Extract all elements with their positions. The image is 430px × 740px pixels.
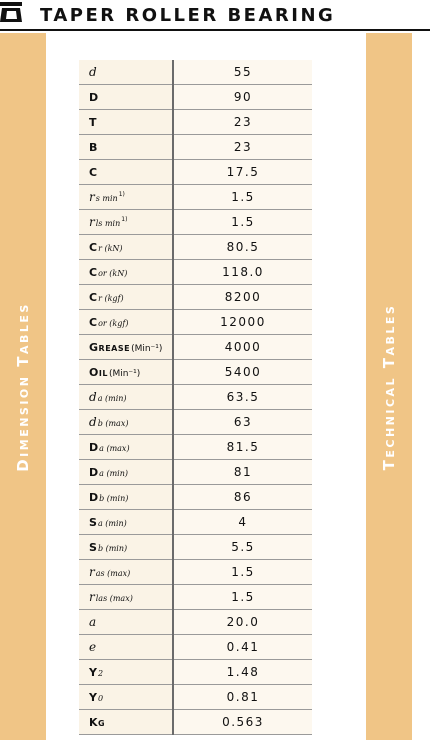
parameter-value: 63.5 <box>173 385 312 410</box>
parameter-label <box>79 60 173 85</box>
parameter-value: 5400 <box>173 360 312 385</box>
table-row <box>79 435 312 460</box>
parameter-subscript: las (max) <box>95 594 133 603</box>
parameter-label <box>79 510 173 535</box>
parameter-value: 86 <box>173 485 312 510</box>
parameter-label <box>79 535 173 560</box>
parameter-label <box>79 135 173 160</box>
parameter-subscript: 0 <box>97 693 104 703</box>
parameter-value: 90 <box>173 85 312 110</box>
parameter-label <box>79 210 173 235</box>
parameter-value: 17.5 <box>173 160 312 185</box>
parameter-symbol: Y <box>89 665 97 679</box>
parameter-value: 118.0 <box>173 260 312 285</box>
parameter-value: 1.5 <box>173 185 312 210</box>
parameter-label <box>79 310 173 335</box>
table-row <box>79 260 312 285</box>
parameter-value: 55 <box>173 60 312 85</box>
parameter-value: 23 <box>173 135 312 160</box>
table-row <box>79 135 312 160</box>
table-row <box>79 310 312 335</box>
bearing-logo-icon <box>0 0 24 26</box>
parameter-subscript: a (min) <box>97 394 127 403</box>
parameter-label <box>79 260 173 285</box>
parameter-value: 1.5 <box>173 210 312 235</box>
parameter-symbol: D <box>89 490 99 504</box>
table-row <box>79 285 312 310</box>
table-row <box>79 210 312 235</box>
parameter-label <box>79 585 173 610</box>
parameter-symbol: C <box>89 265 98 279</box>
parameter-symbol: Kg <box>89 715 106 729</box>
parameter-subscript: a (min) <box>99 468 128 478</box>
table-row <box>79 60 312 85</box>
parameter-symbol: C <box>89 240 98 254</box>
parameter-value: 0.563 <box>173 710 312 735</box>
parameter-value: 81 <box>173 460 312 485</box>
parameter-label <box>79 485 173 510</box>
parameter-label <box>79 710 173 735</box>
parameter-symbol: D <box>89 90 99 104</box>
parameter-label <box>79 560 173 585</box>
side-tab-technical-tables[interactable] <box>366 33 412 740</box>
table-row <box>79 710 312 735</box>
table-row <box>79 235 312 260</box>
page-header <box>0 0 430 32</box>
table-row <box>79 635 312 660</box>
parameter-subscript: or (kN) <box>98 268 128 278</box>
parameter-symbol: S <box>89 540 97 554</box>
side-tab-dimension-tables[interactable] <box>0 33 46 740</box>
parameter-symbol: d <box>89 390 97 404</box>
table-row <box>79 685 312 710</box>
parameter-label <box>79 185 173 210</box>
parameter-symbol: Oil <box>89 365 108 379</box>
table-row <box>79 460 312 485</box>
parameter-label <box>79 335 173 360</box>
parameter-symbol: Y <box>89 690 97 704</box>
parameter-footnote: 1) <box>118 191 125 199</box>
parameter-value: 4000 <box>173 335 312 360</box>
parameter-symbol: Grease <box>89 340 131 354</box>
table-row <box>79 385 312 410</box>
parameter-subscript: b (min) <box>99 493 129 503</box>
parameter-symbol: C <box>89 290 98 304</box>
parameter-label <box>79 435 173 460</box>
table-row <box>79 535 312 560</box>
parameter-value: 1.5 <box>173 585 312 610</box>
parameter-symbol: T <box>89 115 97 129</box>
parameter-label <box>79 235 173 260</box>
page-title: TAPER ROLLER BEARING <box>40 5 336 26</box>
parameter-footnote: 1) <box>121 216 128 224</box>
table-row <box>79 335 312 360</box>
parameter-label <box>79 410 173 435</box>
parameter-subscript: ls min <box>95 219 121 228</box>
parameter-label <box>79 660 173 685</box>
parameter-value: 23 <box>173 110 312 135</box>
parameter-value: 8200 <box>173 285 312 310</box>
parameter-value: 1.5 <box>173 560 312 585</box>
parameter-symbol: C <box>89 315 98 329</box>
parameter-subscript: or (kgf) <box>98 318 129 328</box>
parameter-label <box>79 685 173 710</box>
header-divider <box>0 29 430 31</box>
table-row <box>79 560 312 585</box>
parameter-symbol: D <box>89 465 99 479</box>
table-row <box>79 510 312 535</box>
parameter-label <box>79 85 173 110</box>
table-row <box>79 485 312 510</box>
parameter-label <box>79 160 173 185</box>
parameter-subscript: b (min) <box>97 543 128 553</box>
parameter-symbol: C <box>89 165 98 179</box>
table-row <box>79 610 312 635</box>
parameter-label <box>79 385 173 410</box>
parameter-value: 12000 <box>173 310 312 335</box>
table-row <box>79 160 312 185</box>
parameter-symbol: d <box>89 65 97 79</box>
table-row <box>79 410 312 435</box>
spec-table-body <box>79 60 312 735</box>
table-row <box>79 110 312 135</box>
parameter-label <box>79 635 173 660</box>
parameter-value: 80.5 <box>173 235 312 260</box>
table-row <box>79 85 312 110</box>
parameter-symbol: r <box>89 565 95 579</box>
parameter-label <box>79 610 173 635</box>
parameter-value: 63 <box>173 410 312 435</box>
parameter-subscript: a (min) <box>97 518 127 528</box>
parameter-value: 5.5 <box>173 535 312 560</box>
table-row <box>79 360 312 385</box>
parameter-value: 0.41 <box>173 635 312 660</box>
parameter-subscript: 2 <box>97 668 104 678</box>
parameter-subscript: b (max) <box>97 419 129 428</box>
parameter-subscript: r (kgf) <box>98 293 124 303</box>
parameter-symbol: d <box>89 415 97 429</box>
parameter-symbol: r <box>89 590 95 604</box>
parameter-symbol: r <box>89 215 95 229</box>
parameter-subscript: s min <box>95 194 118 203</box>
table-row <box>79 585 312 610</box>
parameter-unit: (Min⁻¹) <box>131 343 163 354</box>
parameter-label <box>79 285 173 310</box>
parameter-subscript: as (max) <box>95 569 131 578</box>
parameter-symbol: a <box>89 615 97 629</box>
parameter-value: 1.48 <box>173 660 312 685</box>
parameter-value: 20.0 <box>173 610 312 635</box>
parameter-symbol: r <box>89 190 95 204</box>
side-tab-label: Dimension Tables <box>14 301 32 472</box>
parameter-value: 0.81 <box>173 685 312 710</box>
table-row <box>79 185 312 210</box>
parameter-value: 4 <box>173 510 312 535</box>
bearing-spec-table <box>79 60 312 735</box>
parameter-symbol: S <box>89 515 97 529</box>
side-tab-label: Technical Tables <box>380 303 398 470</box>
parameter-symbol: D <box>89 440 99 454</box>
parameter-symbol: e <box>89 640 97 654</box>
parameter-value: 81.5 <box>173 435 312 460</box>
parameter-subscript: r (kN) <box>98 243 123 253</box>
parameter-label <box>79 460 173 485</box>
parameter-symbol: B <box>89 140 98 154</box>
parameter-unit: (Min⁻¹) <box>108 368 141 379</box>
table-row <box>79 660 312 685</box>
parameter-label <box>79 110 173 135</box>
parameter-subscript: a (max) <box>99 443 130 453</box>
parameter-label <box>79 360 173 385</box>
